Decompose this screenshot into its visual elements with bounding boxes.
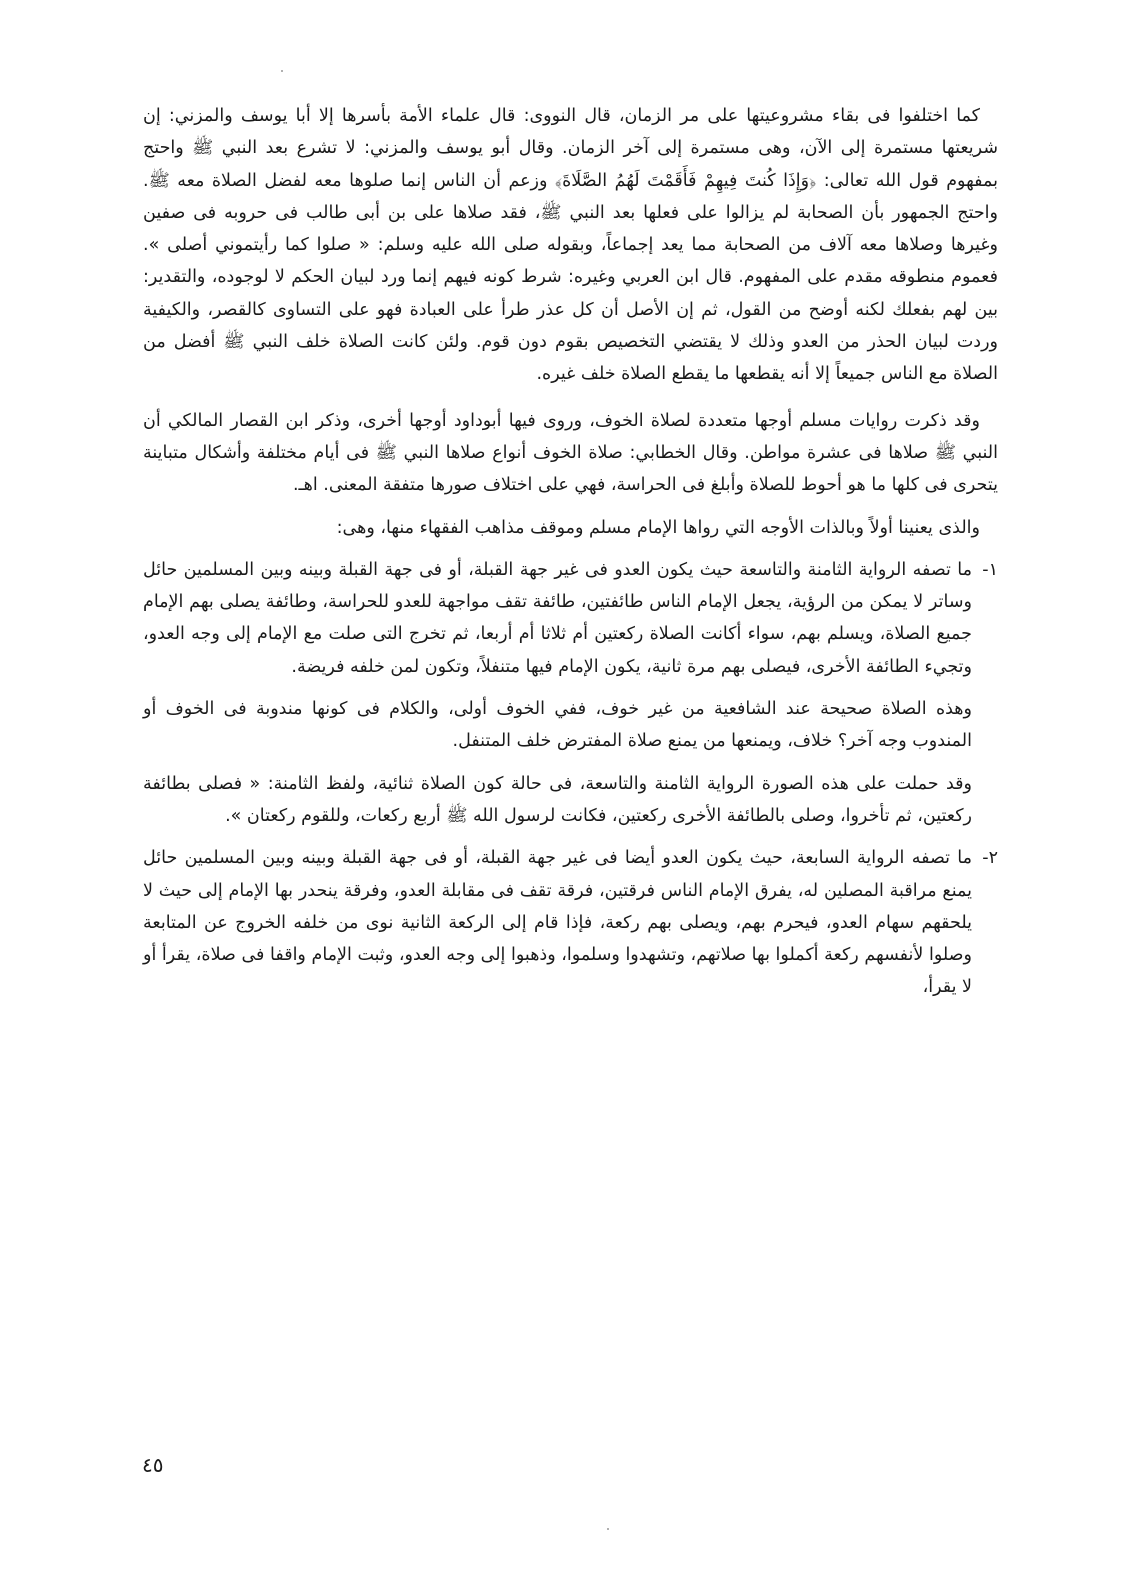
paragraph-validity-of-fear-prayer: كما اختلفوا فى بقاء مشروعيتها على مر الزمان، قال النووى: قال علماء الأمة بأسرها إلا أبا يوسف والمزني: إن شريعتها مستمرة إلى الآن، وهى مستمرة إلى آخر الزمان. وقال أبو يوسف والمزني: لا تشرع بعد النبي ﷺ واحتج بمفهوم قول الله تعالى: ﴿وَإِذَا كُنتَ فِيهِمْ فَأَقَمْتَ لَهُمُ الصَّلَاةَ﴾ وزعم أن الناس إنما صلوها معه لفضل الصلاة معه ﷺ. واحتج الجمهور بأن الصحابة لم يزالوا على فعلها بعد النبي ﷺ، فقد صلاها على بن أبى طالب فى حروبه فى صفين وغيرها وصلاها معه آلاف من الصحابة مما يعد إجماعاً، وبقوله صلى الله عليه وسلم: « صلوا كما رأيتموني أصلى ». فعموم منطوقه مقدم على المفهوم. قال ابن العربي وغيره: شرط كونه فيهم إنما ورد لبيان الحكم لا لوجوده، والتقدير: بين لهم بفعلك لكنه أوضح من القول، ثم إن الأصل أن كل عذر طرأ على العبادة فهو على التساوى كالقصر، والكيفية وردت لبيان الحذر من العدو وذلك لا يقتضي التخصيص بقوم دون قوم. ولئن كانت الصلاة خلف النبي ﷺ أفضل من الصلاة مع الناس جميعاً إلا أنه يقطعها ما يقطع الصلاة خلف غيره.	[143, 106, 998, 385]
list-item-text: ما تصفه الرواية الثامنة والتاسعة حيث يكون العدو فى غير جهة القبلة، أو فى جهة القبلة وبينه وبين المسلمين حائل وساتر لا يمكن من الرؤية، يجعل الإمام الناس طائفتين، طائفة تقف مواجهة للعدو للحراسة، وطائفة يصلى بهم الإمام جميع الصلاة، ويسلم بهم، سواء أكانت الصلاة ركعتين أم ثلاثا أم أربعا، ثم تخرج التى صلت مع الإمام إلى وجه العدو، وتجيء الطائفة الأخرى، فيصلى بهم مرة ثانية، يكون الإمام فيها متنفلاً، وتكون لمن خلفه فريضة.	[143, 559, 972, 677]
paragraph-narrations: وقد ذكرت روايات مسلم أوجها متعددة لصلاة الخوف، وروى فيها أبوداود أوجها أخرى، وذكر ابن القصار المالكي أن النبي ﷺ صلاها فى عشرة مواطن. وقال الخطابي: صلاة الخوف أنواع صلاها النبي ﷺ فى أيام مختلفة وأشكال متباينة يتحرى فى كلها ما هو أحوط للصلاة وأبلغ فى الحراسة، فهي على اختلاف صورها متفقة المعنى. اهـ.	[143, 410, 998, 496]
list-item-2	[143, 842, 998, 1003]
sub-paragraph-eighth-narration: وقد حملت على هذه الصورة الرواية الثامنة والتاسعة، فى حالة كون الصلاة ثنائية، ولفظ الثامنة: « فصلى بطائفة ركعتين، ثم تأخروا، وصلى بالطائفة الأخرى ركعتين، فكانت لرسول الله ﷺ أربع ركعات، وللقوم ركعتان ».	[143, 773, 972, 826]
list-item-text: ما تصفه الرواية السابعة، حيث يكون العدو أيضا فى غير جهة القبلة، أو فى جهة القبلة وبينه وبين المسلمين حائل يمنع مراقبة المصلين له، يفرق الإمام الناس فرقتين، فرقة تقف فى مقابلة العدو، وفرقة ينحدر بها الإمام إلى حيث لا يلحقهم سهام العدو، فيحرم بهم، ويصلى بهم ركعة، فإذا قام إلى الركعة الثانية نوى من خلفه الخروج عن المتابعة وصلوا لأنفسهم ركعة أكملوا بها صلاتهم، وتشهدوا وسلموا، وذهبوا إلى وجه العدو، وثبت الإمام واقفا فى صلاة، يقرأ أو لا يقرأ،	[143, 848, 972, 998]
list-item-number: ٢-	[982, 848, 998, 869]
page-body	[143, 100, 998, 1004]
scan-speck	[607, 1528, 609, 1530]
page-number: ٤٥	[142, 1453, 164, 1477]
paragraph-intro-list: والذى يعنينا أولاً وبالذات الأوجه التي رواها الإمام مسلم وموقف مذاهب الفقهاء منها، وهى:	[336, 517, 980, 538]
list-item-number: ١-	[982, 559, 998, 580]
sub-paragraph-shafii-view: وهذه الصلاة صحيحة عند الشافعية من غير خوف، ففي الخوف أولى، والكلام فى كونها مندوبة فى الخوف أو المندوب وجه آخر؟ خلاف، ويمنعها من يمنع صلاة المفترض خلف المتنفل.	[143, 699, 972, 752]
scan-speck	[281, 70, 283, 72]
list-item-1	[143, 554, 998, 683]
